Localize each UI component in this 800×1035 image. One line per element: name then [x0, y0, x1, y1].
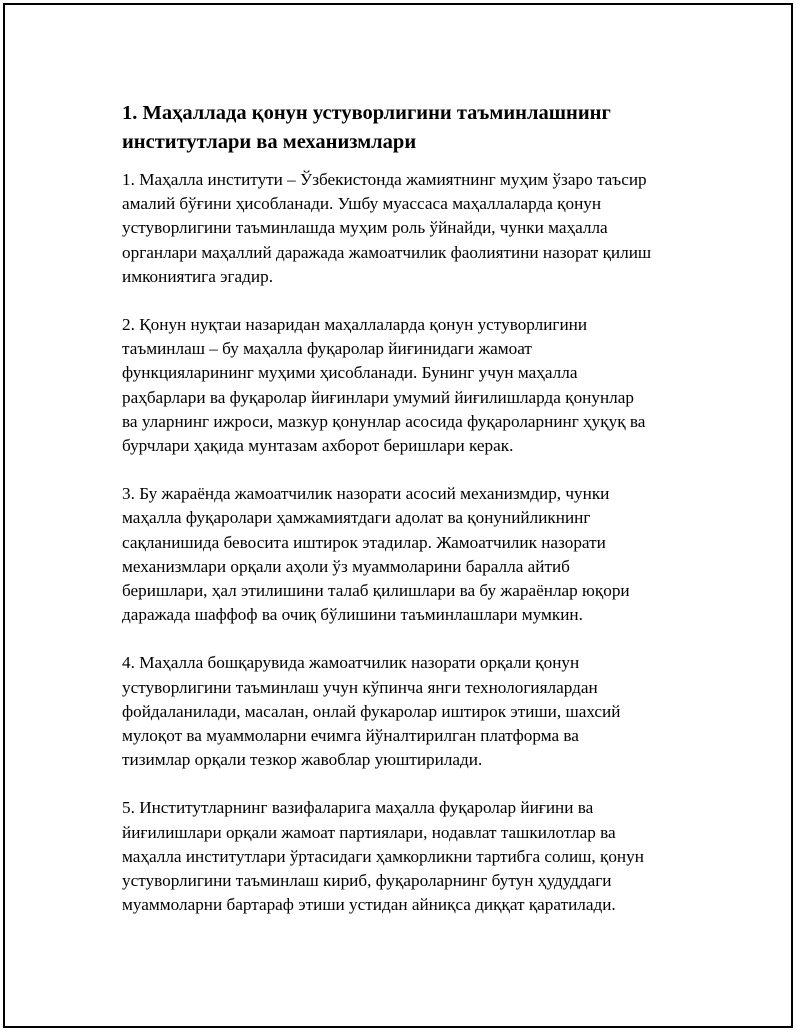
paragraph-1: [122, 168, 702, 289]
page-title: [122, 99, 702, 157]
text-line: тизимлар орқали тезкор жавоблар уюштирилади.: [122, 750, 483, 770]
title-line: институтлари ва механизмлари: [122, 131, 417, 153]
text-line: 2. Қонун нуқтаи назаридан маҳаллаларда қонун устуворлигини: [122, 315, 588, 335]
text-line: ва уларнинг ижроси, мазкур қонунлар асосида фуқароларнинг ҳуқуқ ва: [122, 411, 646, 431]
title-line: 1. Маҳаллада қонун устуворлигини таъминлашнинг: [122, 102, 611, 124]
text-line: таъминлаш – бу маҳалла фуқаролар йиғинидаги жамоат: [122, 339, 532, 359]
paragraph-3: [122, 482, 702, 627]
text-line: устуворлигини таъминлаш кириб, фуқароларнинг бутун ҳудуддаги: [122, 871, 612, 891]
text-line: функцияларининг муҳими ҳисобланади. Бунинг учун маҳалла: [122, 363, 578, 383]
text-line: муаммоларни бартараф этиши устидан айниқса диққат қаратилади.: [122, 895, 616, 915]
text-line: раҳбарлари ва фуқаролар йиғинлари умумий йиғилишларда қонунлар: [122, 387, 634, 407]
paragraph-2: [122, 313, 702, 458]
text-line: механизмлари орқали аҳоли ўз муаммоларини баралла айтиб: [122, 556, 570, 576]
text-line: даражада шаффоф ва очиқ бўлишини таъминлашлари мумкин.: [122, 605, 583, 625]
text-line: йиғилишлари орқали жамоат партиялари, нодавлат ташкилотлар ва: [122, 822, 616, 842]
document-body: [122, 99, 702, 941]
page-frame: [3, 3, 793, 1028]
text-line: амалий бўғини ҳисобланади. Ушбу муассаса маҳаллаларда қонун: [122, 194, 602, 214]
text-line: бурчлари ҳақида мунтазам ахборот беришлари керак.: [122, 436, 514, 456]
text-line: мулоқот ва муаммоларни ечимга йўналтирилган платформа ва: [122, 726, 579, 746]
text-line: 4. Маҳалла бошқарувида жамоатчилик назорати орқали қонун: [122, 653, 580, 673]
text-line: 5. Институтларнинг вазифаларига маҳалла фуқаролар йиғини ва: [122, 798, 594, 818]
text-line: фойдаланилади, масалан, онлай фукаролар иштирок этиши, шахсий: [122, 701, 621, 721]
paragraph-5: [122, 796, 702, 917]
text-line: устуворлигини таъминлаш учун кўпинча янги технологиялардан: [122, 677, 598, 697]
text-line: 1. Маҳалла институти – Ўзбекистонда жамиятнинг муҳим ўзаро таъсир: [122, 170, 647, 189]
text-line: маҳалла институтлари ўртасидаги ҳамкорликни тартибга солиш, қонун: [122, 846, 644, 866]
text-line: органлари маҳаллий даражада жамоатчилик фаолиятини назорат қилиш: [122, 242, 652, 262]
text-line: сақланишида бевосита иштирок этадилар. Жамоатчилик назорати: [122, 532, 606, 552]
paragraph-4: [122, 651, 702, 772]
text-line: беришлари, ҳал этилишини талаб қилишлари ва бу жараёнлар юқори: [122, 581, 630, 601]
text-line: устуворлигини таъминлашда муҳим роль ўйнайди, чунки маҳалла: [122, 218, 608, 238]
text-line: маҳалла фуқаролари ҳамжамиятдаги адолат ва қонунийликнинг: [122, 508, 591, 528]
text-line: имкониятига эгадир.: [122, 266, 274, 286]
text-line: 3. Бу жараёнда жамоатчилик назорати асосий механизмдир, чунки: [122, 484, 610, 504]
